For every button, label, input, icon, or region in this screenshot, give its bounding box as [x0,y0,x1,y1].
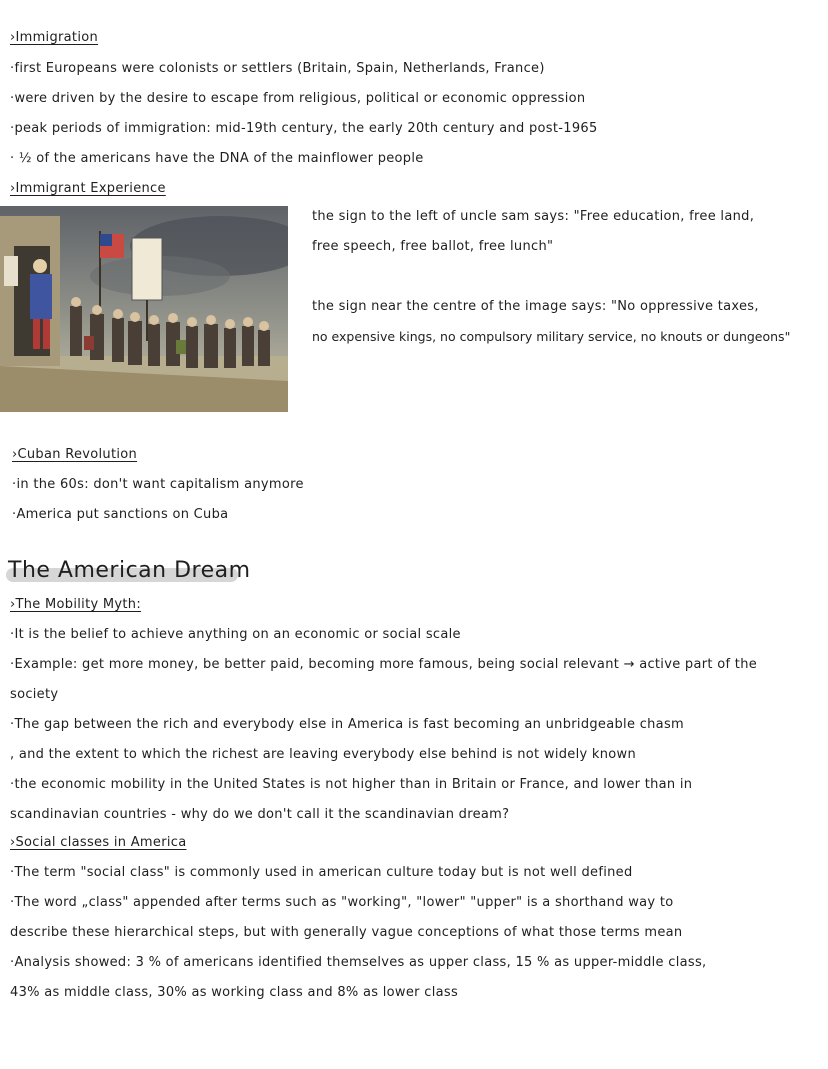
fraction: ½ [18,151,32,166]
sign-centre-caption-cont: no expensive kings, no compulsory military service, no knouts or dungeons" [312,329,791,344]
social-classes-heading: ›Social classes in America [10,835,187,850]
bullet-point: ·America put sanctions on Cuba [12,507,229,522]
sign-left-caption-cont: free speech, free ballot, free lunch" [312,239,554,254]
bullet-point: ·were driven by the desire to escape from religious, political or economic oppression [10,91,586,106]
text-line: 43% as middle class, 30% as working class and 8% as lower class [10,985,459,1000]
cuban-revolution-heading: ›Cuban Revolution [12,447,138,462]
text-line: describe these hierarchical steps, but with generally vague conceptions of what those terms mean [10,925,683,940]
uncle-sam-cartoon-image [0,206,288,412]
bullet-point: ·peak periods of immigration: mid-19th century, the early 20th century and post-1965 [10,121,598,136]
bullet-point: ·in the 60s: don't want capitalism anymore [12,477,304,492]
bullet-point: ·first Europeans were colonists or settlers (Britain, Spain, Netherlands, France) [10,61,545,76]
bullet-point: ·The word „class" appended after terms such as "working", "lower" "upper" is a shorthand way to [10,895,674,910]
bullet-point: ·The term "social class" is commonly used in american culture today but is not well defined [10,865,633,880]
mobility-myth-heading: ›The Mobility Myth: [10,597,142,612]
bullet-point: ·Analysis showed: 3 % of americans identified themselves as upper class, 15 % as upper-middle class, [10,955,707,970]
text-line: , and the extent to which the richest are leaving everybody else behind is not widely known [10,747,637,762]
bullet-point: ·It is the belief to achieve anything on an economic or social scale [10,627,461,642]
bullet-point: · ½ of the americans have the DNA of the mainflower people [10,151,424,166]
text-line: scandinavian countries - why do we don't call it the scandinavian dream? [10,807,510,822]
bullet-point: ·The gap between the rich and everybody else in America is fast becoming an unbridgeable chasm [10,717,684,732]
bullet-point: ·Example: get more money, be better paid, becoming more famous, being social relevant → active part of the [10,657,758,672]
immigration-heading: ›Immigration [10,30,99,45]
sign-centre-caption: the sign near the centre of the image says: "No oppressive taxes, [312,299,759,314]
sign-left-caption: the sign to the left of uncle sam says: "Free education, free land, [312,209,755,224]
immigrant-experience-heading: ›Immigrant Experience [10,181,166,196]
bullet-point: ·the economic mobility in the United States is not higher than in Britain or France, and lower than in [10,777,693,792]
american-dream-title: The American Dream [8,558,251,583]
text-line: society [10,687,59,702]
